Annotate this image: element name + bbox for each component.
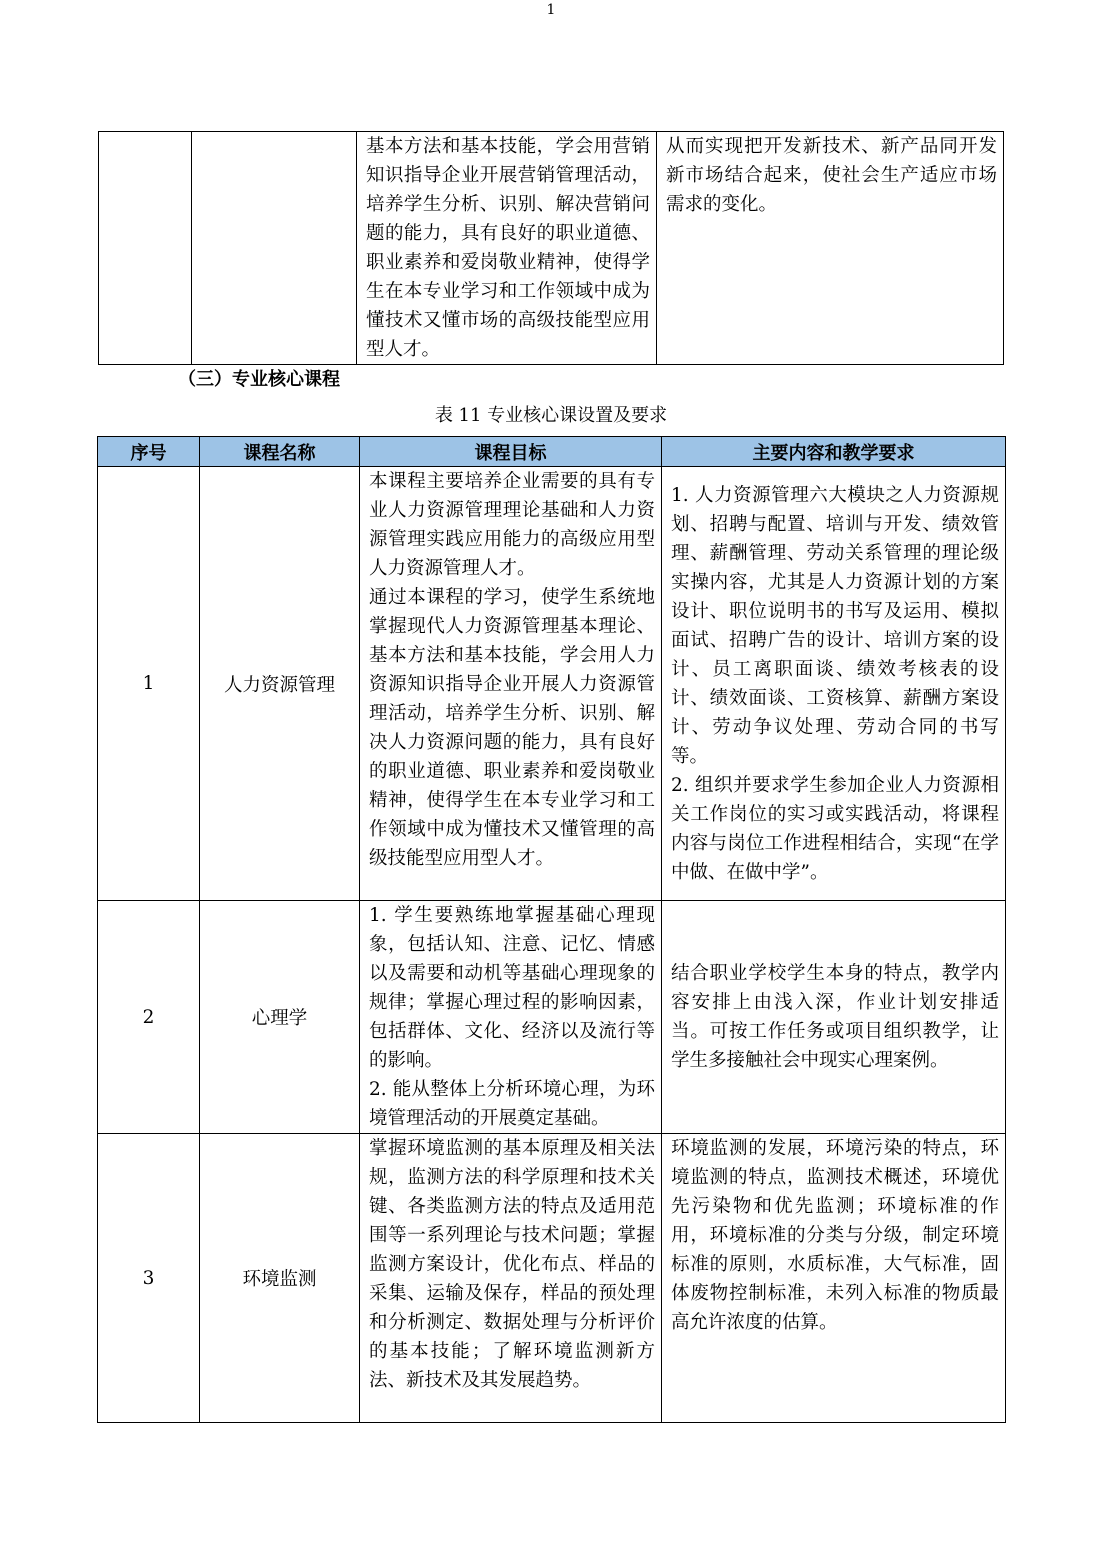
table-row [98,467,1006,901]
content-cell [662,1134,1006,1423]
content-text: 结合职业学校学生本身的特点，教学内容安排上由浅入深，作业计划安排适当。可按工作任务或项目组织教学，让学生多接触社会中现实心理案例。 [671,963,999,1071]
content-text: 从而实现把开发新技术、新产品同开发新市场结合起来，使社会生产适应市场需求的变化。 [666,136,997,215]
content-cell [657,132,1004,365]
goal-text: 本课程主要培养企业需要的具有专业人力资源管理理论基础和人力资源管理实践应用能力的高级应用型人力资源管理人才。 通过本课程的学习，使学生系统地掌握现代人力资源管理基本理论、基本方法和基本技能，学会用人力资源知识指导企业开展人力资源管理活动，培养学生分析、识别、解决人力资源问题的能力，具有良好的职业道德、职业素养和爱岗敬业精神，使得学生在本专业学习和工作领域中成为懂技术又懂管理的高级技能型应用型人才。 [369,471,655,869]
row-number: 1 [98,467,200,901]
header-cell-goal: 课程目标 [360,437,662,467]
content-text: 1. 人力资源管理六大模块之人力资源规划、招聘与配置、培训与开发、绩效管理、薪酬管理、劳动关系管理的理论级实操内容，尤其是人力资源计划的方案设计、职位说明书的书写及运用、模拟面试、招聘广告的设计、培训方案的设计、员工离职面谈、绩效考核表的设计、绩效面谈、工资核算、薪酬方案设计、劳动争议处理、劳动合同的书写等。 2. 组织并要求学生参加企业人力资源相关工作岗位的实习或实践活动，将课程内容与岗位工作进程相结合，实现“在学中做、在做中学”。 [671,484,999,883]
empty-cell [99,132,192,365]
header-cell-content: 主要内容和教学要求 [662,437,1006,467]
continued-table [98,131,1004,365]
empty-cell [192,132,357,365]
goal-cell [357,132,657,365]
table-row [98,901,1006,1134]
goal-text: 基本方法和基本技能，学会用营销知识指导企业开展营销管理活动，培养学生分析、识别、解决营销问题的能力，具有良好的职业道德、职业素养和爱岗敬业精神，使得学生在本专业学习和工作领域中成为懂技术又懂市场的高级技能型应用型人才。 [366,136,650,360]
core-course-table [97,436,1006,1423]
goal-cell [360,901,662,1134]
header-row [98,437,1006,467]
course-name: 人力资源管理 [200,467,360,901]
content-cell [662,901,1006,1134]
content-text: 环境监测的发展，环境污染的特点，环境监测的特点，监测技术概述，环境优先污染物和优先监测；环境标准的作用，环境标准的分类与分级，制定环境标准的原则，水质标准，大气标准，固体废物控制标准，未列入标准的物质最高允许浓度的估算。 [671,1138,999,1333]
goal-text: 1. 学生要熟练地掌握基础心理现象，包括认知、注意、记忆、情感以及需要和动机等基础心理现象的规律；掌握心理过程的影响因素，包括群体、文化、经济以及流行等的影响。 2. 能从整体上分析环境心理，为环境管理活动的开展奠定基础。 [369,905,655,1129]
section-heading: （三）专业核心课程 [178,369,340,390]
page-number: 1 [546,2,556,18]
course-name: 心理学 [200,901,360,1134]
course-name: 环境监测 [200,1134,360,1423]
table-row [99,132,1004,365]
header-cell-no: 序号 [98,437,200,467]
goal-cell [360,1134,662,1423]
content-cell [662,467,1006,901]
row-number: 3 [98,1134,200,1423]
row-number: 2 [98,901,200,1134]
table-row [98,1134,1006,1423]
goal-text: 掌握环境监测的基本原理及相关法规，监测方法的科学原理和技术关键、各类监测方法的特点及适用范围等一系列理论与技术问题；掌握监测方案设计，优化布点、样品的采集、运输及保存，样品的预处理和分析测定、数据处理与分析评价的基本技能；了解环境监测新方法、新技术及其发展趋势。 [369,1138,655,1391]
table-caption: 表 11 专业核心课设置及要求 [434,405,668,426]
header-cell-name: 课程名称 [200,437,360,467]
goal-cell [360,467,662,901]
